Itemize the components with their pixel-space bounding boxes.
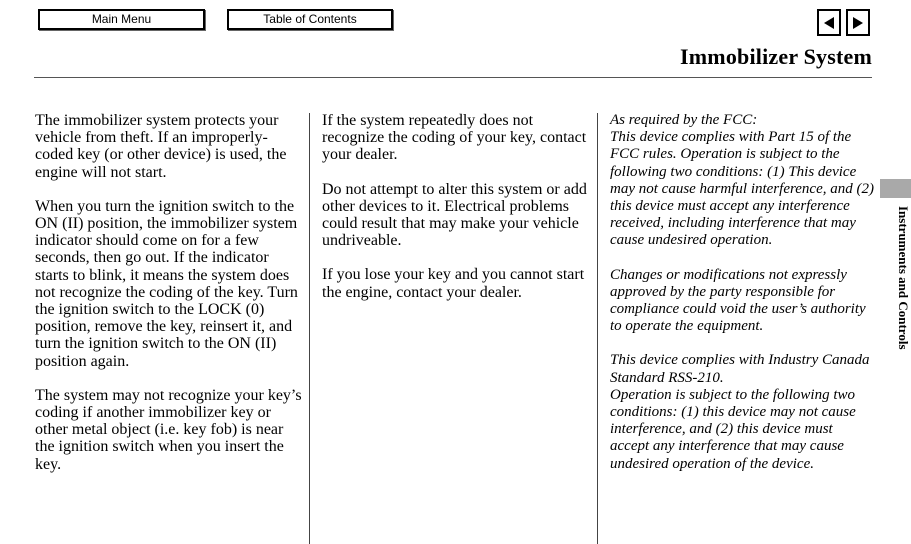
industry-canada-body: Operation is subject to the following two conditions: (1) this device may not cause interference, and (2) this device must accept any interference that may cause undesired operation of the device. xyxy=(610,386,856,472)
column-divider xyxy=(597,113,598,544)
previous-page-button[interactable] xyxy=(817,9,841,36)
paragraph-industry-canada xyxy=(610,352,875,472)
title-divider xyxy=(34,77,872,78)
column-middle xyxy=(322,112,590,318)
paragraph-indicator: When you turn the ignition switch to the ON (II) position, the immobilizer system indicator should come on for a few seconds, then go out. If the indicator starts to blink, it means the system does not recognize the coding of the key. Turn the ignition switch to the LOCK (0) position, remove the key, reinsert it, and turn the ignition switch to the ON (II) position again. xyxy=(35,197,298,370)
main-menu-button[interactable]: Main Menu xyxy=(38,9,205,30)
right-arrow-icon xyxy=(853,17,863,29)
paragraph-do-not-alter: Do not attempt to alter this system or add other devices to it. Electrical problems could result that may make your vehicle undriveable. xyxy=(322,180,587,250)
column-left xyxy=(35,112,303,490)
industry-canada-heading: This device complies with Industry Canada Standard RSS-210. xyxy=(610,352,870,386)
paragraph-fcc xyxy=(610,112,875,250)
page-title: Immobilizer System xyxy=(680,44,872,69)
column-right xyxy=(610,112,875,490)
paragraph-contact-dealer: If the system repeatedly does not recognize the coding of your key, contact your dealer. xyxy=(322,112,587,164)
left-arrow-icon xyxy=(824,17,834,29)
paragraph-modifications: Changes or modifications not expressly approved by the party responsible for compliance could void the user’s authority to operate the equipment. xyxy=(610,266,866,335)
section-tab-marker xyxy=(880,179,911,198)
table-of-contents-button[interactable]: Table of Contents xyxy=(227,9,393,30)
paragraph-intro: The immobilizer system protects your vehicle from theft. If an improperly-coded key (or other device) is used, the engine will not start. xyxy=(35,112,287,181)
column-divider xyxy=(309,113,310,544)
next-page-button[interactable] xyxy=(846,9,870,36)
paragraph-lost-key: If you lose your key and you cannot start the engine, contact your dealer. xyxy=(322,266,585,301)
fcc-body: This device complies with Part 15 of the FCC rules. Operation is subject to the following two conditions: (1) This device may not cause harmful interference, and (2) this device must accept any interference received, including interference that may cause undesired operation. xyxy=(610,129,874,249)
section-tab-label: Instruments and Controls xyxy=(896,206,911,350)
paragraph-coding: The system may not recognize your key’s coding if another immobilizer key or other metal object (i.e. key fob) is near the ignition switch when you insert the key. xyxy=(35,386,302,473)
fcc-heading: As required by the FCC: xyxy=(610,112,758,128)
